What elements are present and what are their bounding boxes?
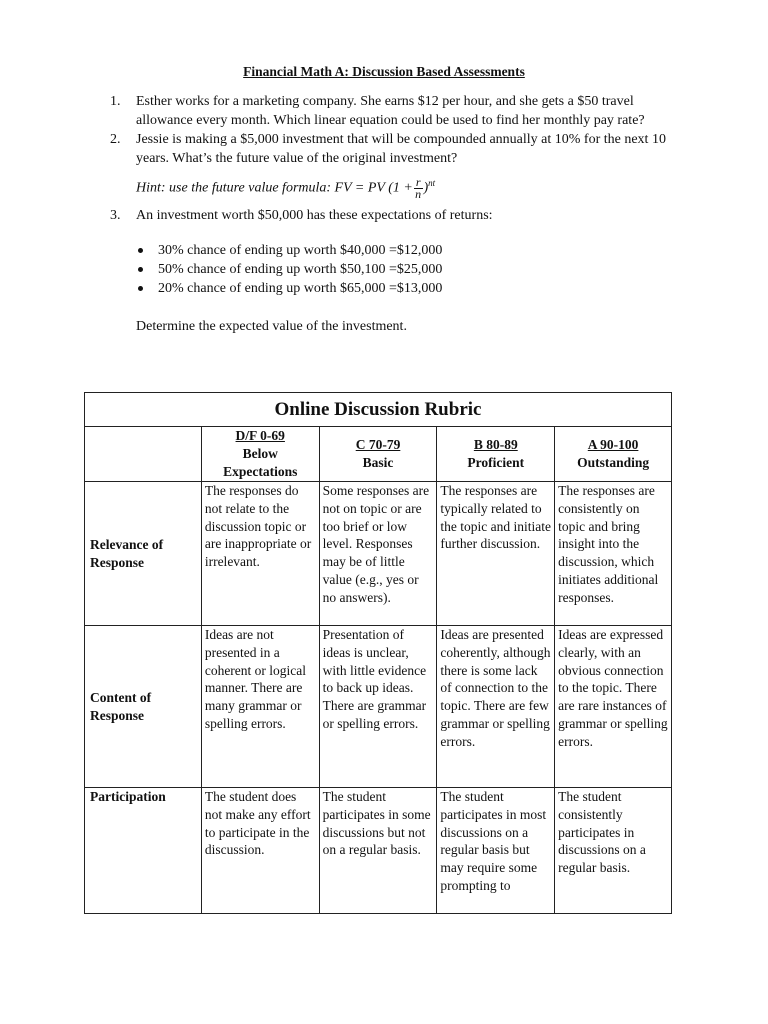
rubric-cell: The responses are consistently on topic and bring insight into the discussion, which initiates additional responses.: [555, 482, 672, 626]
question-item: [110, 92, 670, 130]
rubric-cell: Presentation of ideas is unclear, with little evidence to back up ideas. There are grammar or spelling errors.: [319, 626, 437, 788]
bullet-item: 30% chance of ending up worth $40,000 =$12,000: [136, 241, 670, 260]
row-header-content: Content of Response: [85, 626, 202, 788]
determine-prompt: Determine the expected value of the investment.: [136, 318, 407, 334]
question-number: 2.: [110, 132, 121, 147]
question-list: [110, 92, 670, 336]
column-header-b: [437, 427, 555, 482]
column-header-c: [319, 427, 437, 482]
rubric-cell: The responses are typically related to the topic and initiate further discussion.: [437, 482, 555, 626]
grade-label: Proficient: [467, 455, 525, 470]
column-header-df: [201, 427, 319, 482]
row-header-participation: Participation: [85, 788, 202, 914]
rubric-cell: The responses do not relate to the discussion topic or are inappropriate or irrelevant.: [201, 482, 319, 626]
fraction-denominator: n: [415, 186, 422, 201]
hint-suffix: ): [423, 180, 429, 196]
rubric-cell: The student consistently participates in discussions on a regular basis.: [555, 788, 672, 914]
rubric-cell: Ideas are expressed clearly, with an obvious connection to the topic. There are rare instances of grammar or spelling errors.: [555, 626, 672, 788]
column-header-a: [555, 427, 672, 482]
return-scenarios-list: [136, 241, 670, 298]
rubric-title: Online Discussion Rubric: [85, 393, 672, 427]
question-number: 3.: [110, 207, 121, 223]
rubric-cell: Ideas are presented coherently, although there is some lack of connection to the topic. There are few grammar or spelling errors.: [437, 626, 555, 788]
row-header-relevance: Relevance of Response: [85, 482, 202, 626]
grade-range: B 80-89: [473, 437, 518, 453]
grade-range: D/F 0-69: [235, 428, 285, 444]
document-title: Financial Math A: Discussion Based Assessments: [243, 64, 525, 79]
grade-label: Outstanding: [577, 455, 650, 470]
hint-prefix: Hint: use the future value formula: FV = PV (1 +: [136, 180, 413, 196]
grade-label: Basic: [362, 455, 394, 470]
rubric-cell: The student participates in some discussions but not on a regular basis.: [319, 788, 437, 914]
empty-header-cell: [85, 427, 202, 482]
rubric-table: [84, 392, 672, 914]
question-text: An investment worth $50,000 has these expectations of returns:: [136, 207, 493, 223]
question-text: Jessie is making a $5,000 investment that will be compounded annually at 10% for the next 10 years. What’s the future value of the original investment?: [136, 132, 666, 166]
formula-hint: [136, 172, 670, 200]
grade-range: A 90-100: [587, 437, 639, 453]
formula-fraction: [414, 174, 423, 201]
rubric-cell: Some responses are not on topic or are too brief or low level. Responses may be of little value (e.g., yes or no answers).: [319, 482, 437, 626]
rubric-cell: The student participates in most discussions on a regular basis but may require some prompting to: [437, 788, 555, 914]
question-number: 1.: [110, 94, 121, 109]
bullet-item: 50% chance of ending up worth $50,100 =$25,000: [136, 260, 670, 279]
grade-label: Below Expectations: [223, 446, 298, 479]
question-item: [110, 130, 670, 200]
grade-range: C 70-79: [355, 437, 401, 453]
question-item: [110, 206, 670, 336]
hint-exponent: nt: [428, 178, 436, 188]
rubric-cell: The student does not make any effort to participate in the discussion.: [201, 788, 319, 914]
rubric-cell: Ideas are not presented in a coherent or logical manner. There are many grammar or spelling errors.: [201, 626, 319, 788]
bullet-item: 20% chance of ending up worth $65,000 =$13,000: [136, 279, 670, 298]
fraction-numerator: r: [415, 174, 421, 189]
question-text: Esther works for a marketing company. She earns $12 per hour, and she gets a $50 travel allowance every month. Which linear equation could be used to find her monthly pay rate?: [136, 94, 645, 128]
